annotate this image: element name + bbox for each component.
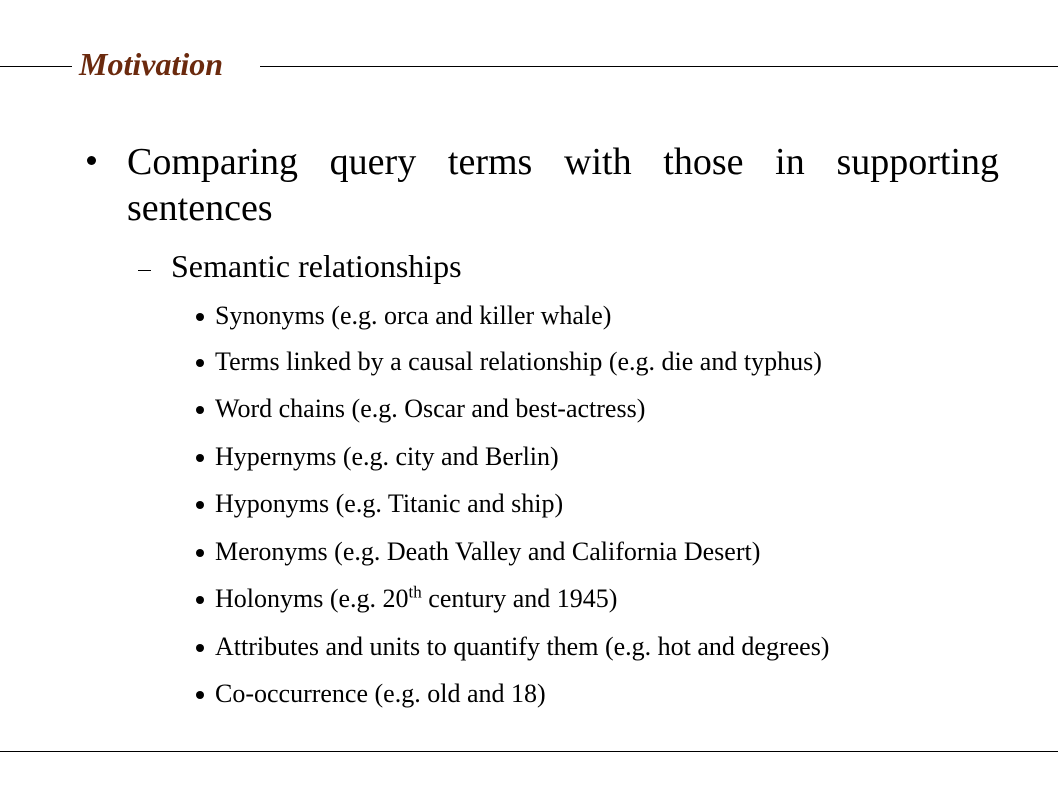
list-item-text: Hyponyms (e.g. Titanic and ship): [215, 489, 564, 518]
bullet-icon: [87, 156, 96, 165]
list-item-text: Meronyms (e.g. Death Valley and California Desert): [215, 537, 761, 566]
list-item-text: Synonyms (e.g. orca and killer whale): [215, 301, 612, 330]
list-item-text: [215, 582, 617, 616]
bullet-icon: [196, 691, 204, 699]
list-item-synonyms: [196, 299, 611, 333]
dash-bullet-icon: [138, 270, 151, 271]
bullet-icon: [196, 501, 204, 509]
header-rule-left: [0, 66, 72, 67]
bullet-icon: [196, 596, 204, 604]
bullet-icon: [196, 406, 204, 414]
bullet-icon: [196, 359, 204, 367]
holonyms-text-end: century and 1945): [421, 584, 618, 613]
ordinal-suffix: th: [408, 582, 422, 602]
list-item-hyponyms: [196, 487, 563, 521]
sub-point-text: Semantic relationships: [171, 248, 462, 284]
header-rule-right: [260, 66, 1058, 67]
list-item-text: Co-occurrence (e.g. old and 18): [215, 679, 546, 708]
footer-rule: [0, 751, 1058, 752]
bullet-icon: [196, 644, 204, 652]
list-item-text: Terms linked by a causal relationship (e.g. die and typhus): [215, 347, 822, 376]
list-item-text: Attributes and units to quantify them (e.g. hot and degrees): [215, 632, 830, 661]
bullet-icon: [196, 454, 204, 462]
list-item-hypernyms: [196, 440, 559, 474]
list-item-text: Word chains (e.g. Oscar and best-actress): [215, 394, 646, 423]
list-item-meronyms: [196, 535, 760, 569]
list-item-word-chains: [196, 392, 645, 426]
list-item-holonyms: [196, 582, 617, 616]
sub-bullet-point: [138, 246, 462, 286]
slide-title: Motivation: [79, 46, 224, 82]
list-item-text: Hypernyms (e.g. city and Berlin): [215, 442, 559, 471]
list-item-causal: [196, 345, 822, 379]
holonyms-text-start: Holonyms (e.g. 20: [215, 584, 409, 613]
main-bullet-point: [87, 139, 999, 231]
list-item-attributes: [196, 630, 829, 664]
bullet-icon: [196, 549, 204, 557]
bullet-icon: [196, 313, 204, 321]
main-point-text: Comparing query terms with those in supporting sentences: [127, 141, 999, 229]
list-item-co-occurrence: [196, 677, 546, 711]
